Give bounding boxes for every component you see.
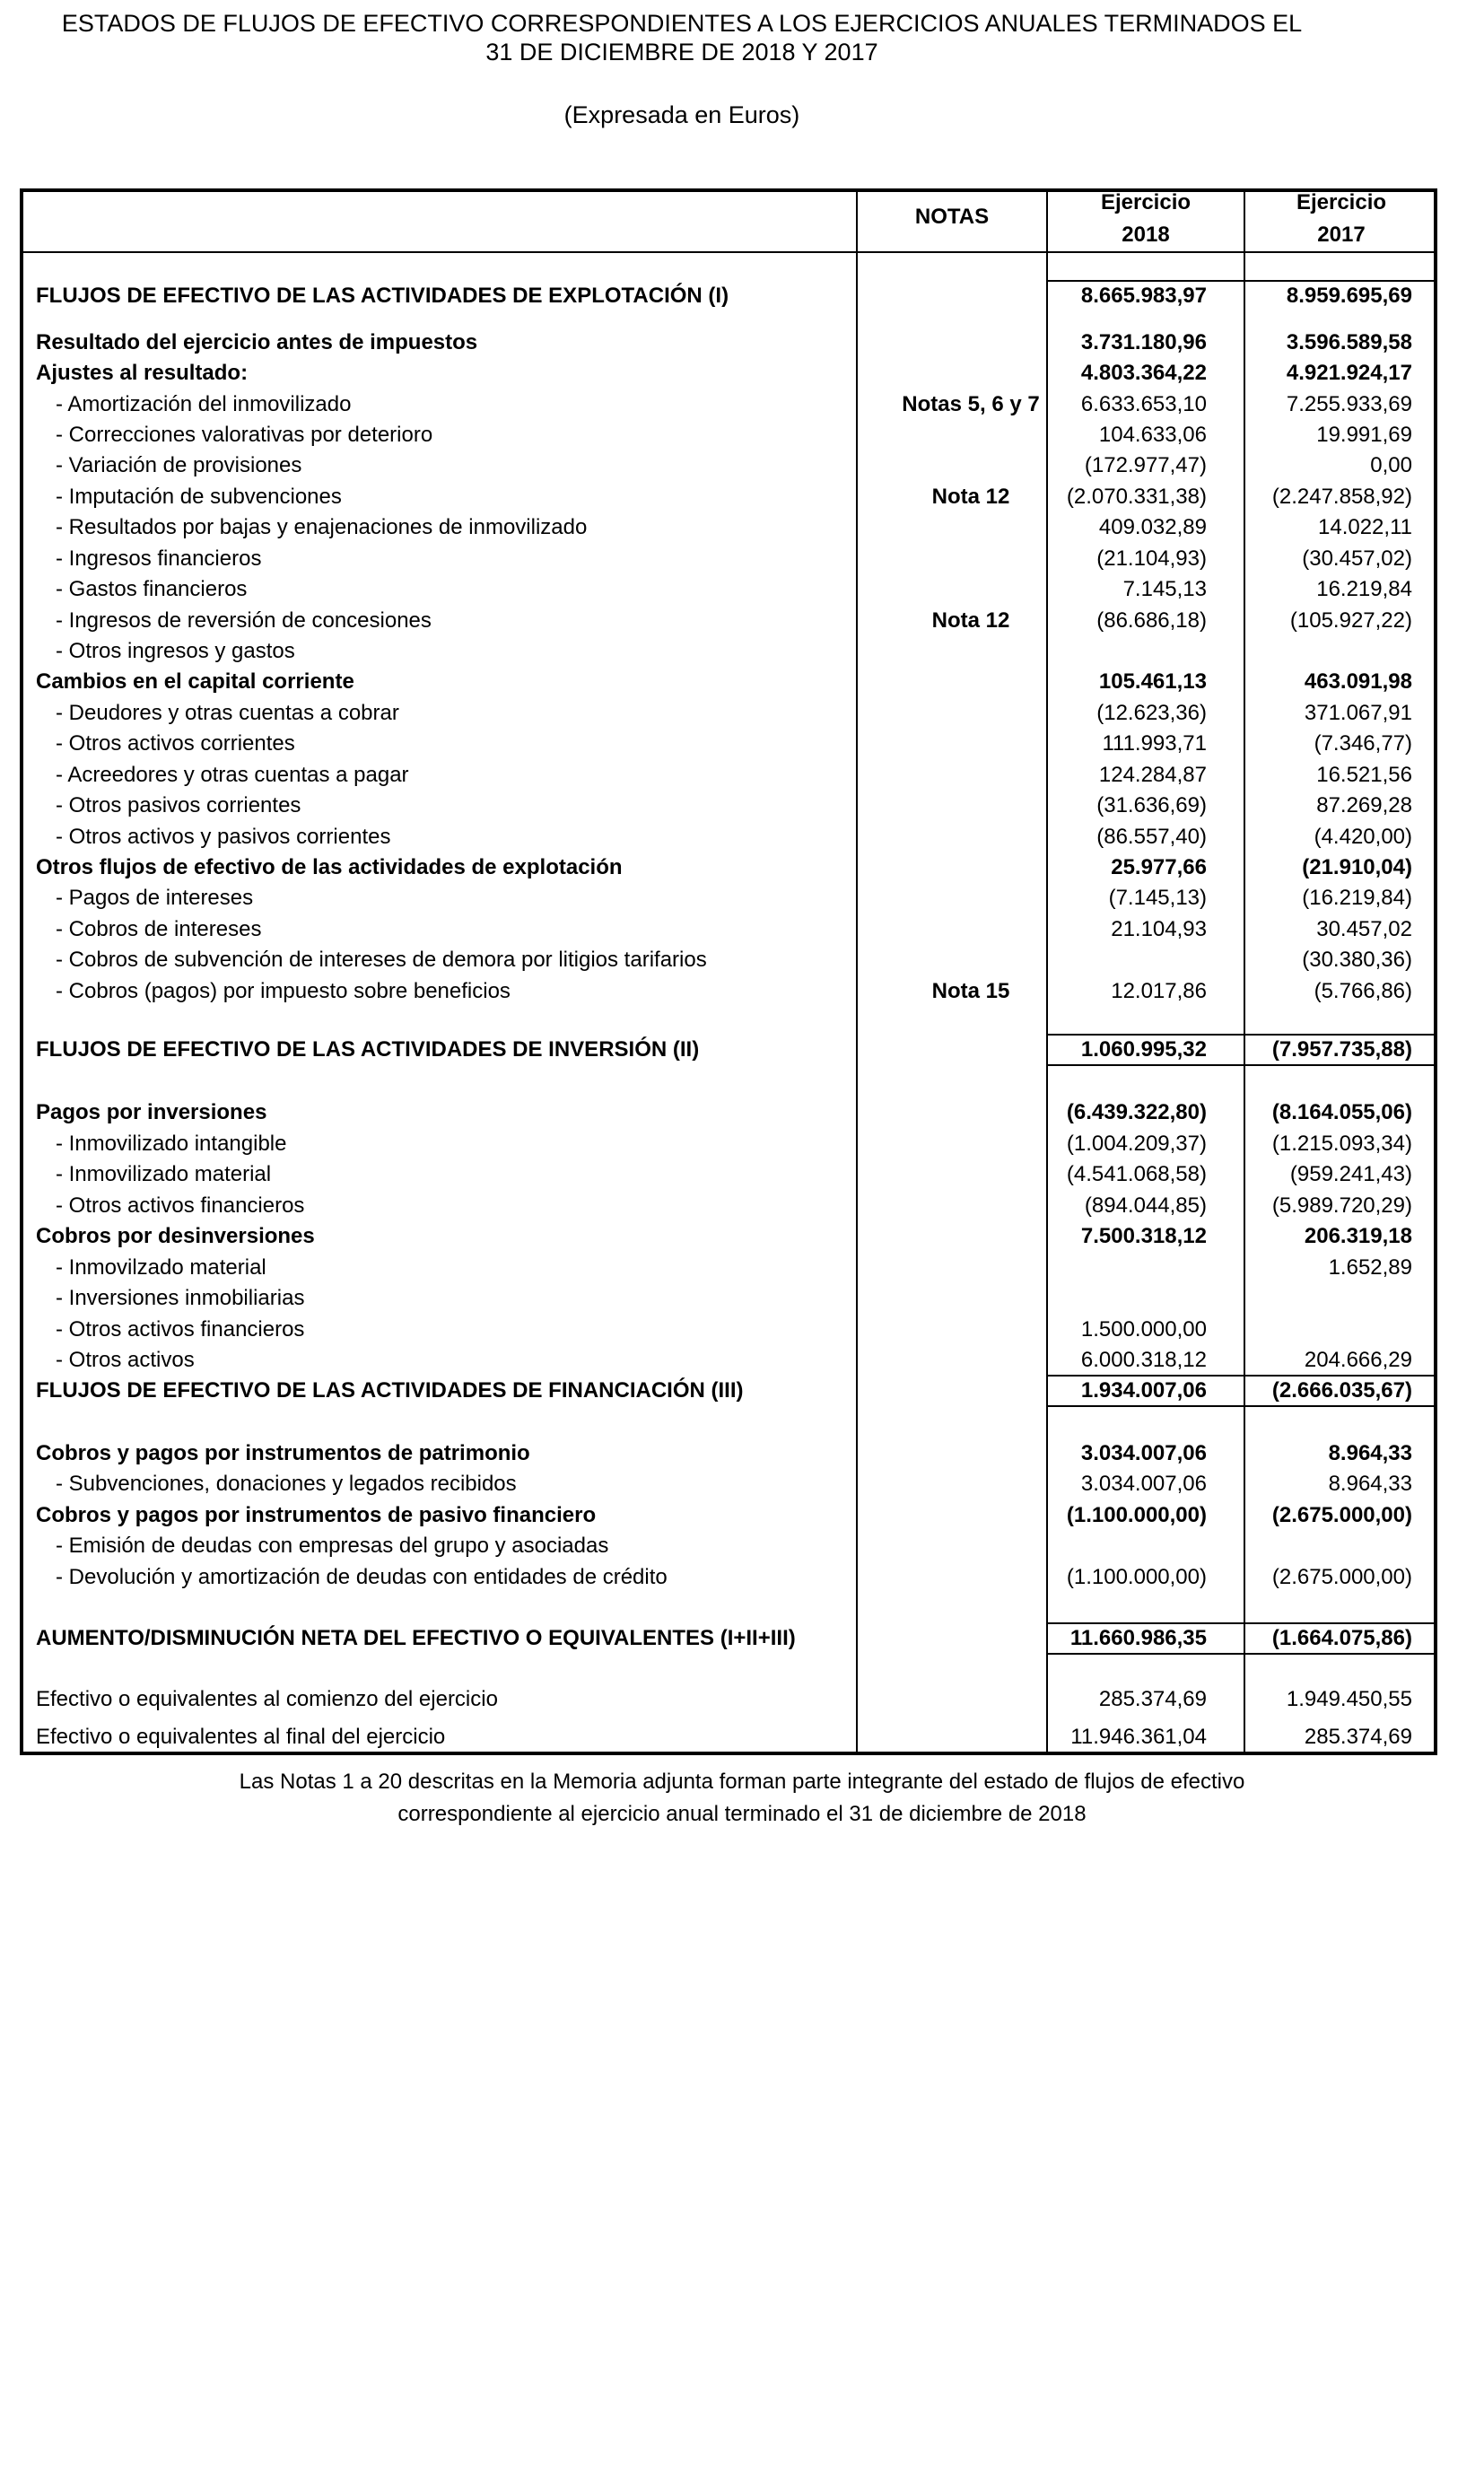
- row-label: AUMENTO/DISMINUCIÓN NETA DEL EFECTIVO O EQUIVALENTES (I+II+III): [36, 1626, 796, 1650]
- row-label: - Otros ingresos y gastos: [56, 639, 295, 663]
- table-row: [20, 1721, 1437, 1752]
- value-2017: (7.957.735,88): [1271, 1037, 1412, 1062]
- value-2017: 285.374,69: [1304, 1725, 1412, 1749]
- table-row: [20, 481, 1437, 511]
- value-2017: 30.457,02: [1316, 917, 1412, 941]
- currency-note: (Expresada en Euros): [563, 101, 800, 128]
- value-2017: 14.022,11: [1318, 515, 1412, 539]
- value-2017: (5.766,86): [1314, 979, 1412, 1003]
- row-label: Efectivo o equivalentes al final del ejercicio: [36, 1725, 446, 1749]
- value-2018: 409.032,89: [1098, 515, 1207, 539]
- footer-note: Las Notas 1 a 20 descritas en la Memoria adjunta forman parte integrante del estado de flujos de efectivo: [239, 1770, 1245, 1794]
- table-row: [20, 975, 1437, 1006]
- notas-header: NOTAS: [914, 205, 990, 229]
- table-row: [20, 1499, 1437, 1530]
- table-row: [20, 357, 1437, 388]
- value-2017: 1.652,89: [1328, 1255, 1412, 1280]
- row-nota: Nota 12: [931, 485, 1010, 509]
- table-row: [20, 1190, 1437, 1220]
- row-label: - Otros pasivos corrientes: [56, 793, 301, 817]
- table-row: [20, 573, 1437, 604]
- table-row: [20, 852, 1437, 882]
- header-divider: [20, 251, 1437, 253]
- value-2018: (1.004.209,37): [1066, 1132, 1207, 1156]
- row-label: Cambios en el capital corriente: [36, 669, 354, 694]
- value-2017: 8.964,33: [1328, 1472, 1412, 1496]
- value-2018: 3.034.007,06: [1080, 1441, 1207, 1465]
- table-row: [20, 882, 1437, 913]
- row-label: Ajustes al resultado:: [36, 361, 249, 385]
- value-2018: 1.934.007,06: [1080, 1378, 1207, 1403]
- table-row: [20, 1128, 1437, 1158]
- row-label: Efectivo o equivalentes al comienzo del ejercicio: [36, 1687, 498, 1711]
- value-2017: (1.664.075,86): [1271, 1626, 1412, 1650]
- value-2017: (2.675.000,00): [1271, 1503, 1412, 1527]
- row-label: Otros flujos de efectivo de las actividades de explotación: [36, 855, 623, 879]
- table-row: [20, 1468, 1437, 1499]
- value-2018: 25.977,66: [1111, 855, 1207, 879]
- value-2018: 4.803.364,22: [1080, 361, 1207, 385]
- value-2018: 1.060.995,32: [1080, 1037, 1207, 1062]
- table-row: [20, 1252, 1437, 1282]
- value-2017: 8.959.695,69: [1286, 284, 1412, 308]
- row-label: Cobros y pagos por instrumentos de patrimonio: [36, 1441, 530, 1465]
- value-2017: 206.319,18: [1304, 1224, 1412, 1248]
- value-2018: (1.100.000,00): [1066, 1503, 1207, 1527]
- row-label: Cobros y pagos por instrumentos de pasivo financiero: [36, 1503, 597, 1527]
- table-row: [20, 790, 1437, 820]
- value-2017: 7.255.933,69: [1286, 392, 1412, 416]
- value-2018: (894.044,85): [1084, 1193, 1207, 1218]
- row-nota: Nota 12: [931, 608, 1010, 633]
- row-label: - Cobros de intereses: [56, 917, 262, 941]
- table-row: [20, 327, 1437, 357]
- table-row: [20, 697, 1437, 728]
- table-row: [20, 821, 1437, 852]
- table-row: [20, 605, 1437, 635]
- value-2018: 7.145,13: [1122, 577, 1207, 601]
- row-label: - Otros activos financieros: [56, 1193, 305, 1218]
- row-label: - Otros activos: [56, 1348, 195, 1372]
- table-row: [20, 944, 1437, 975]
- value-2018: (86.557,40): [1096, 825, 1207, 849]
- row-label: - Deudores y otras cuentas a cobrar: [56, 701, 399, 725]
- table-row: [20, 1561, 1437, 1592]
- table-row: [20, 728, 1437, 758]
- table-row: [20, 511, 1437, 542]
- ejercicio-header-2018: Ejercicio: [1100, 190, 1192, 214]
- statement-title: ESTADOS DE FLUJOS DE EFECTIVO CORRESPONDIENTES A LOS EJERCICIOS ANUALES TERMINADOS EL: [61, 10, 1303, 37]
- value-2017: (30.457,02): [1302, 546, 1412, 571]
- row-label: - Inmovilizado material: [56, 1162, 272, 1186]
- value-2018: 6.000.318,12: [1080, 1348, 1207, 1372]
- value-2017: (2.675.000,00): [1271, 1565, 1412, 1589]
- row-nota: Nota 15: [931, 979, 1010, 1003]
- row-label: - Ingresos de reversión de concesiones: [56, 608, 432, 633]
- value-2017: 87.269,28: [1316, 793, 1412, 817]
- value-2017: 371.067,91: [1304, 701, 1412, 725]
- year-header-2017: 2017: [1317, 223, 1366, 247]
- ejercicio-header-2017: Ejercicio: [1296, 190, 1387, 214]
- row-label: - Devolución y amortización de deudas con entidades de crédito: [56, 1565, 668, 1589]
- row-label: Pagos por inversiones: [36, 1100, 267, 1124]
- total-rule: [1046, 1653, 1437, 1655]
- value-2018: (6.439.322,80): [1066, 1100, 1207, 1124]
- row-label: - Resultados por bajas y enajenaciones de inmovilizado: [56, 515, 588, 539]
- row-label: - Subvenciones, donaciones y legados recibidos: [56, 1472, 517, 1496]
- value-2018: (21.104,93): [1096, 546, 1207, 571]
- row-label: - Amortización del inmovilizado: [56, 392, 352, 416]
- value-2018: 11.946.361,04: [1070, 1725, 1207, 1749]
- table-row: [20, 389, 1437, 419]
- value-2018: 124.284,87: [1098, 763, 1207, 787]
- value-2018: 7.500.318,12: [1080, 1224, 1207, 1248]
- table-row: [20, 1344, 1437, 1375]
- value-2018: 12.017,86: [1111, 979, 1207, 1003]
- row-label: Cobros por desinversiones: [36, 1224, 315, 1248]
- row-label: - Otros activos corrientes: [56, 731, 295, 756]
- table-row: [20, 1622, 1437, 1653]
- value-2017: 3.596.589,58: [1286, 330, 1412, 354]
- row-label: - Inmovilizado intangible: [56, 1132, 287, 1156]
- row-label: - Inmovilzado material: [56, 1255, 266, 1280]
- table-row: [20, 1220, 1437, 1251]
- year-header-2018: 2018: [1122, 223, 1170, 247]
- row-label: - Imputación de subvenciones: [56, 485, 342, 509]
- value-2017: 16.521,56: [1316, 763, 1412, 787]
- table-row: [20, 280, 1437, 310]
- table-row: [20, 450, 1437, 480]
- value-2018: 111.993,71: [1102, 731, 1207, 756]
- row-label: - Cobros de subvención de intereses de demora por litigios tarifarios: [56, 948, 707, 972]
- value-2017: (959.241,43): [1289, 1162, 1412, 1186]
- value-2018: 104.633,06: [1098, 423, 1207, 447]
- row-label: - Gastos financieros: [56, 577, 248, 601]
- value-2017: 19.991,69: [1316, 423, 1412, 447]
- value-2017: (21.910,04): [1302, 855, 1412, 879]
- row-label: - Cobros (pagos) por impuesto sobre beneficios: [56, 979, 511, 1003]
- table-row: [20, 543, 1437, 573]
- row-label: - Emisión de deudas con empresas del grupo y asociadas: [56, 1534, 609, 1558]
- value-2018: 11.660.986,35: [1069, 1626, 1207, 1650]
- value-2017: (4.420,00): [1314, 825, 1412, 849]
- row-label: - Variación de provisiones: [56, 453, 302, 477]
- row-label: - Otros activos y pasivos corrientes: [56, 825, 391, 849]
- table-row: [20, 1282, 1437, 1313]
- value-2017: (105.927,22): [1289, 608, 1412, 633]
- value-2018: (86.686,18): [1096, 608, 1207, 633]
- value-2018: (1.100.000,00): [1066, 1565, 1207, 1589]
- value-2018: 3.731.180,96: [1080, 330, 1207, 354]
- row-label: - Inversiones inmobiliarias: [56, 1286, 305, 1310]
- total-rule: [1046, 1405, 1437, 1407]
- table-row: [20, 1034, 1437, 1064]
- row-label: - Pagos de intereses: [56, 886, 254, 910]
- row-label: FLUJOS DE EFECTIVO DE LAS ACTIVIDADES DE EXPLOTACIÓN (I): [36, 284, 729, 308]
- total-rule: [1046, 1064, 1437, 1066]
- table-row: [20, 913, 1437, 944]
- row-label: - Ingresos financieros: [56, 546, 262, 571]
- table-row: [20, 1314, 1437, 1344]
- table-row: [20, 1438, 1437, 1468]
- value-2017: (1.215.093,34): [1271, 1132, 1412, 1156]
- row-nota: Notas 5, 6 y 7: [902, 392, 1040, 416]
- table-row: [20, 666, 1437, 696]
- value-2018: 105.461,13: [1098, 669, 1207, 694]
- value-2018: (172.977,47): [1084, 453, 1207, 477]
- table-row: [20, 1097, 1437, 1127]
- table-row: [20, 419, 1437, 450]
- value-2017: 204.666,29: [1304, 1348, 1412, 1372]
- table-row: [20, 635, 1437, 666]
- row-label: - Correcciones valorativas por deterioro: [56, 423, 433, 447]
- row-label: FLUJOS DE EFECTIVO DE LAS ACTIVIDADES DE FINANCIACIÓN (III): [36, 1378, 744, 1403]
- value-2018: (2.070.331,38): [1066, 485, 1207, 509]
- value-2018: 1.500.000,00: [1080, 1317, 1207, 1342]
- footer-note-line2: correspondiente al ejercicio anual terminado el 31 de diciembre de 2018: [397, 1802, 1087, 1826]
- value-2017: 8.964,33: [1328, 1441, 1412, 1465]
- value-2017: 463.091,98: [1304, 669, 1412, 694]
- table-row: [20, 1158, 1437, 1189]
- value-2017: (7.346,77): [1314, 731, 1412, 756]
- value-2017: (2.247.858,92): [1271, 485, 1412, 509]
- value-2018: (31.636,69): [1096, 793, 1207, 817]
- row-label: - Otros activos financieros: [56, 1317, 305, 1342]
- value-2018: 6.633.653,10: [1080, 392, 1207, 416]
- value-2017: 16.219,84: [1316, 577, 1412, 601]
- value-2017: (5.989.720,29): [1271, 1193, 1412, 1218]
- value-2017: 1.949.450,55: [1286, 1687, 1412, 1711]
- value-2018: 21.104,93: [1111, 917, 1207, 941]
- row-label: FLUJOS DE EFECTIVO DE LAS ACTIVIDADES DE INVERSIÓN (II): [36, 1037, 700, 1062]
- value-2018: 3.034.007,06: [1080, 1472, 1207, 1496]
- table-row: [20, 1375, 1437, 1405]
- table-row: [20, 759, 1437, 790]
- statement-title-date: 31 DE DICIEMBRE DE 2018 Y 2017: [485, 39, 878, 66]
- value-2018: (7.145,13): [1108, 886, 1207, 910]
- table-row: [20, 1530, 1437, 1560]
- value-2018: 285.374,69: [1098, 1687, 1207, 1711]
- table-row: [20, 1683, 1437, 1714]
- value-2017: 0,00: [1370, 453, 1412, 477]
- value-2017: (16.219,84): [1302, 886, 1412, 910]
- value-2017: 4.921.924,17: [1286, 361, 1412, 385]
- value-2018: (12.623,36): [1096, 701, 1207, 725]
- row-label: - Acreedores y otras cuentas a pagar: [56, 763, 409, 787]
- row-label: Resultado del ejercicio antes de impuestos: [36, 330, 478, 354]
- value-2017: (8.164.055,06): [1271, 1100, 1412, 1124]
- value-2017: (2.666.035,67): [1271, 1378, 1412, 1403]
- value-2018: 8.665.983,97: [1080, 284, 1207, 308]
- value-2017: (30.380,36): [1302, 948, 1412, 972]
- value-2018: (4.541.068,58): [1066, 1162, 1207, 1186]
